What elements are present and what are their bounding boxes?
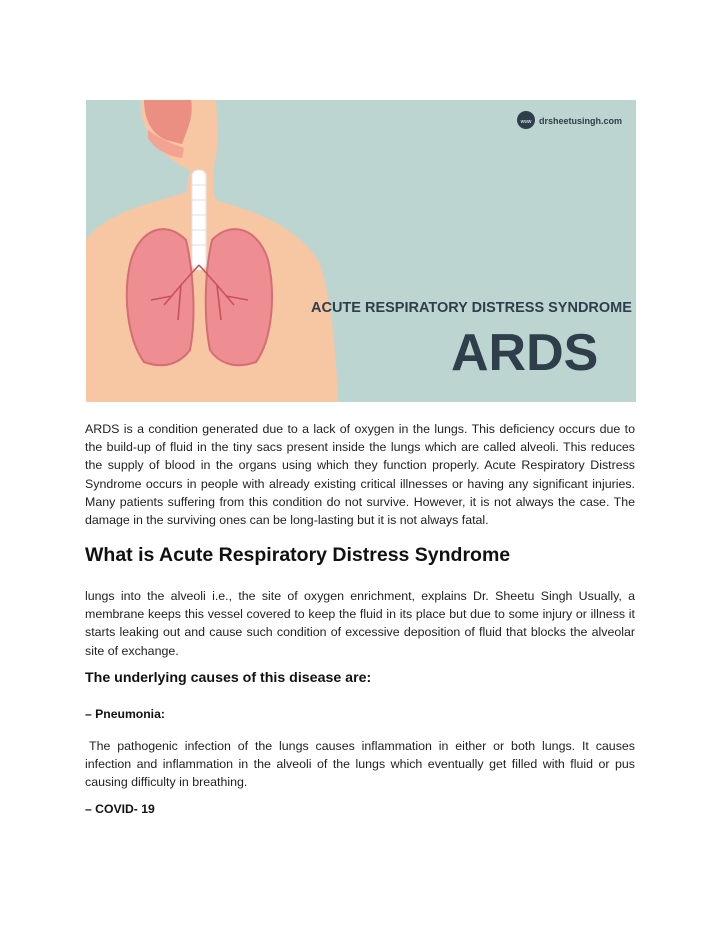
cause-1-heading: – Pneumonia: <box>85 707 165 721</box>
hero-illustration <box>86 100 636 402</box>
logo-badge: www <box>520 119 532 125</box>
cause-1-paragraph: The pathogenic infection of the lungs causes inflammation in either or both lungs. It causes infection and inflammation in the alveoli of the lungs which eventually get filled with fluid or pus causing difficulty in breathing. <box>85 739 635 790</box>
hero-title: ARDS <box>451 324 599 382</box>
hero-subtitle: ACUTE RESPIRATORY DISTRESS SYNDROME <box>311 300 632 316</box>
logo-text: drsheetusingh.com <box>539 116 623 126</box>
cause-2-heading: – COVID- 19 <box>85 802 155 816</box>
left-lung <box>127 229 194 365</box>
right-lung <box>206 229 272 365</box>
causes-heading: The underlying causes of this disease are: <box>85 670 372 686</box>
section-paragraph: lungs into the alveoli i.e., the site of oxygen enrichment, explains Dr. Sheetu Singh Usually, a membrane keeps this vessel covered to keep the fluid in its place but due to some injury or illness it starts leaking out and cause such condition of excessive deposition of fluid that blocks the alveolar site of exchange. <box>85 589 635 658</box>
hero-artwork <box>86 100 636 402</box>
intro-paragraph: ARDS is a condition generated due to a lack of oxygen in the lungs. This deficiency occurs due to the build-up of fluid in the tiny sacs present inside the lungs which are called alveoli. This reduces the supply of blood in the organs using which they function properly. Acute Respiratory Distress Syndrome occurs in people with already existing critical illnesses or having any significant injuries. Many patients suffering from this condition do not survive. However, it is not always the case. The damage in the surviving ones can be long-lasting but it is not always fatal. <box>85 422 635 528</box>
section-heading: What is Acute Respiratory Distress Syndrome <box>85 544 511 566</box>
